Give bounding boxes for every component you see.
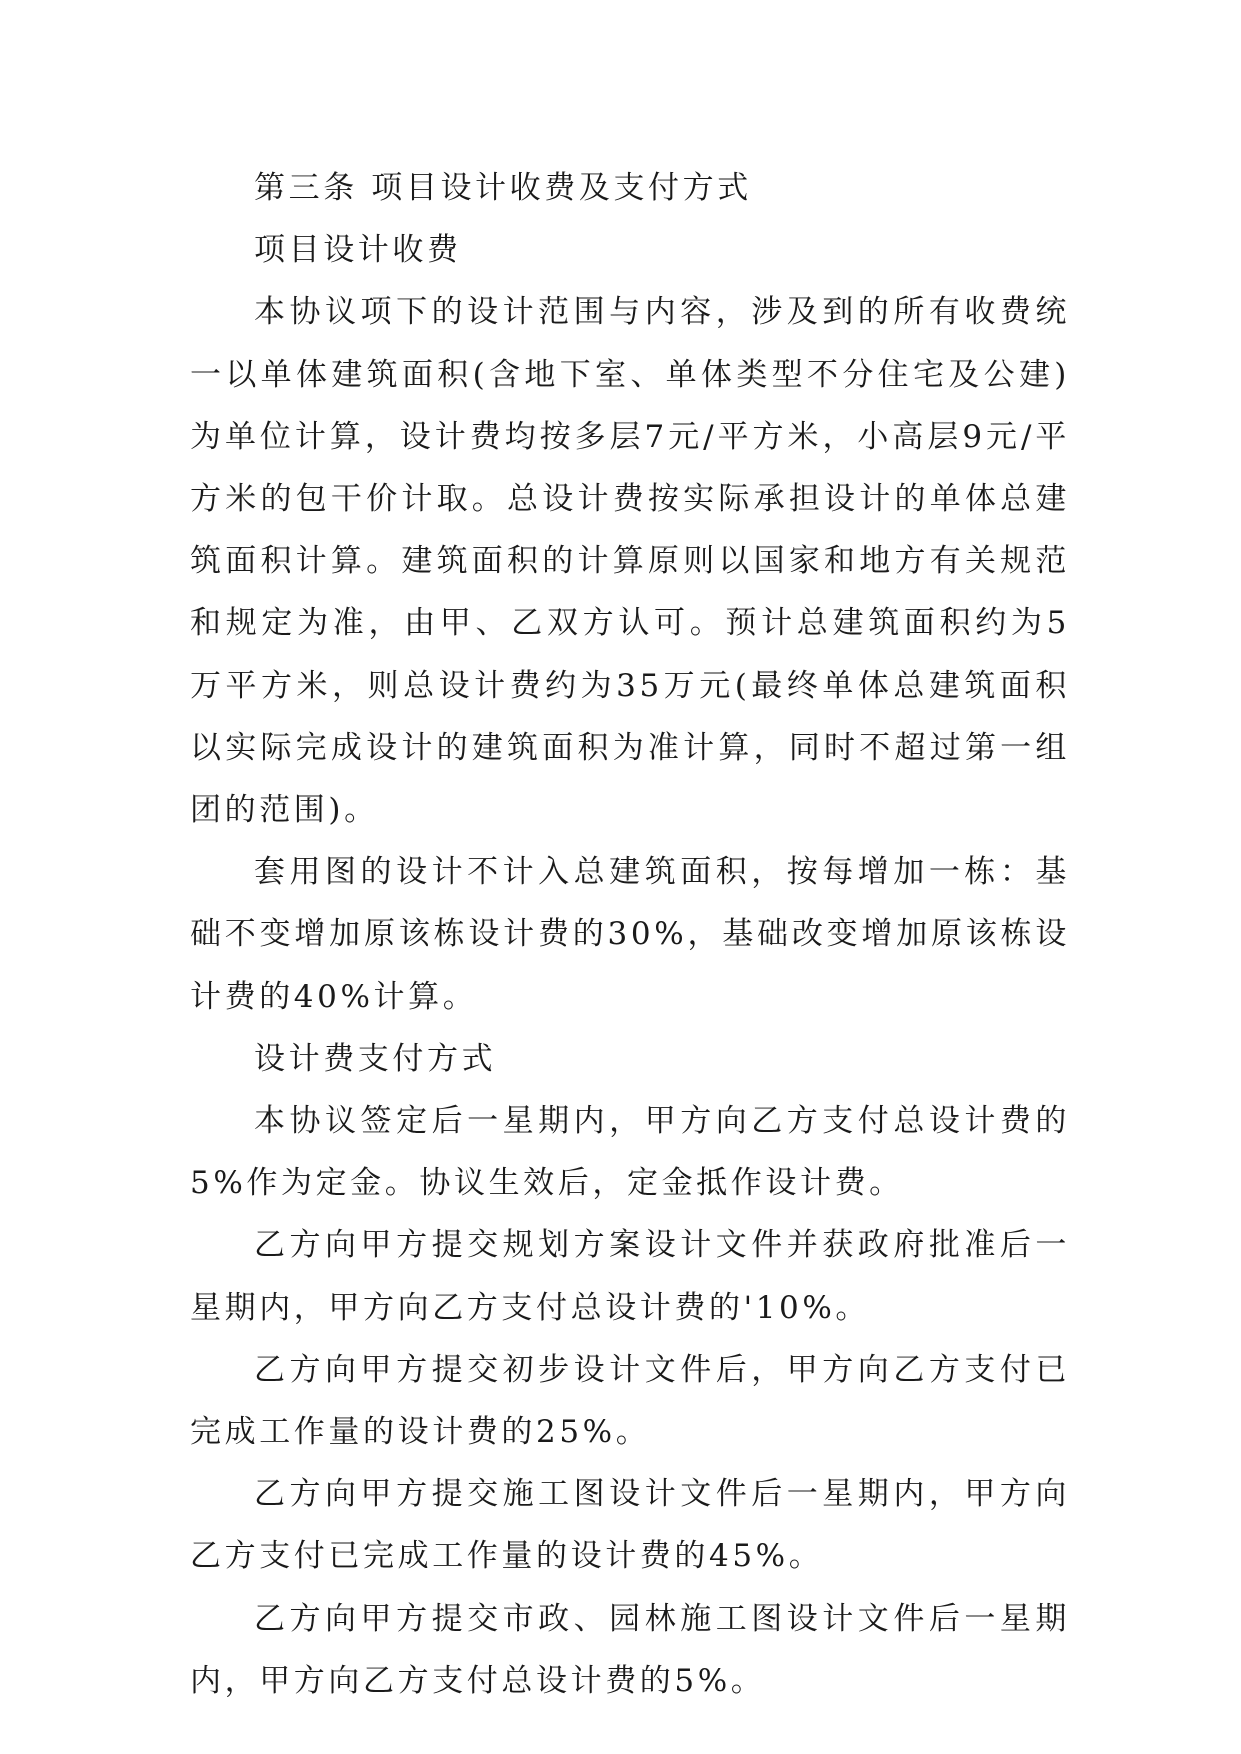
- paragraph-preliminary-payment: 乙方向甲方提交初步设计文件后，甲方向乙方支付已完成工作量的设计费的25%。: [190, 1351, 1070, 1451]
- paragraph-reused-drawings: 套用图的设计不计入总建筑面积，按每增加一栋：基础不变增加原该栋设计费的30%，基础改变增加原该栋设计费的40%计算。: [190, 854, 1070, 1015]
- paragraph-planning-payment: 乙方向甲方提交规划方案设计文件并获政府批准后一星期内，甲方向乙方支付总设计费的'10%。: [190, 1227, 1070, 1326]
- paragraph-municipal-payment: 乙方向甲方提交市政、园林施工图设计文件后一星期内，甲方向乙方支付总设计费的5%。: [190, 1600, 1070, 1699]
- paragraph-deposit: 本协议签定后一星期内，甲方向乙方支付总设计费的5%作为定金。协议生效后，定金抵作设计费。: [190, 1103, 1070, 1202]
- document-body: [190, 157, 1070, 1712]
- article-heading: 第三条 项目设计收费及支付方式: [254, 170, 752, 206]
- paragraph-fee-scope: 本协议项下的设计范围与内容，涉及到的所有收费统一以单体建筑面积(含地下室、单体类型不分住宅及公建)为单位计算，设计费均按多层7元/平方米，小高层9元/平方米的包干价计取。总设计费按实际承担设计的单体总建筑面积计算。建筑面积的计算原则以国家和地方有关规范和规定为准，由甲、乙双方认可。预计总建筑面积约为5万平方米，则总设计费约为35万元(最终单体总建筑面积以实际完成设计的建筑面积为准计算，同时不超过第一组团的范围)。: [190, 294, 1070, 829]
- paragraph-construction-payment: 乙方向甲方提交施工图设计文件后一星期内，甲方向乙方支付已完成工作量的设计费的45%。: [190, 1476, 1070, 1575]
- section-heading-design-fee: 项目设计收费: [254, 232, 462, 269]
- section-heading-payment-method: 设计费支付方式: [254, 1040, 497, 1077]
